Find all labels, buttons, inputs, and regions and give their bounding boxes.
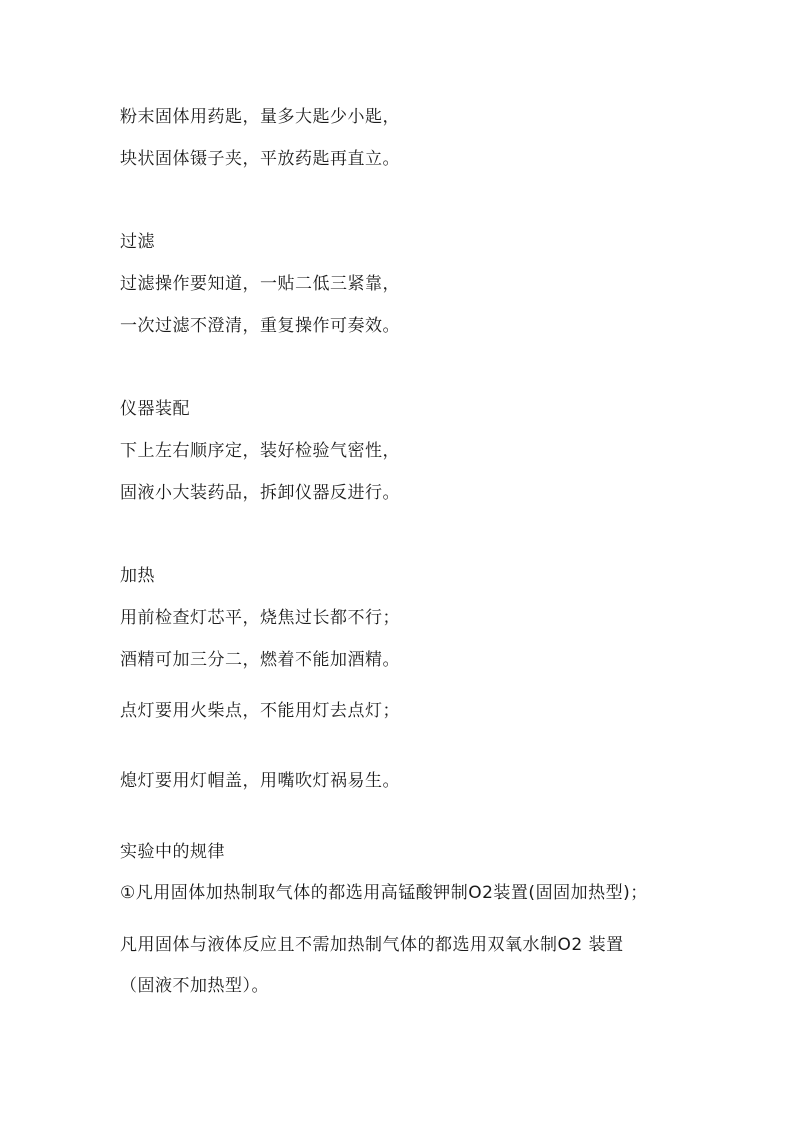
intro-line-2: 块状固体镊子夹，平放药匙再直立。	[120, 149, 400, 169]
heating-heading: 加热	[120, 566, 155, 586]
filter-heading: 过滤	[120, 232, 155, 252]
heating-line-1: 用前检查灯芯平，烧焦过长都不行；	[120, 608, 400, 628]
rules-line-3: （固液不加热型）。	[120, 976, 269, 996]
heating-line-2: 酒精可加三分二，燃着不能加酒精。	[120, 650, 400, 670]
assembly-heading: 仪器装配	[120, 399, 190, 419]
heating-line-4: 熄灯要用灯帽盖，用嘴吹灯祸易生。	[120, 771, 400, 791]
rules-heading: 实验中的规律	[120, 842, 225, 862]
filter-line-1: 过滤操作要知道，一贴二低三紧靠，	[120, 274, 400, 294]
heating-line-3: 点灯要用火柴点，不能用灯去点灯；	[120, 701, 400, 721]
rules-line-2: 凡用固体与液体反应且不需加热制气体的都选用双氧水制O2 装置	[120, 935, 624, 955]
assembly-line-2: 固液小大装药品，拆卸仪器反进行。	[120, 483, 400, 503]
rules-line-1: ①凡用固体加热制取气体的都选用高锰酸钾制O2装置(固固加热型)；	[120, 883, 648, 903]
assembly-line-1: 下上左右顺序定，装好检验气密性，	[120, 441, 400, 461]
intro-line-1: 粉末固体用药匙，量多大匙少小匙，	[120, 107, 400, 127]
filter-line-2: 一次过滤不澄清，重复操作可奏效。	[120, 316, 400, 336]
